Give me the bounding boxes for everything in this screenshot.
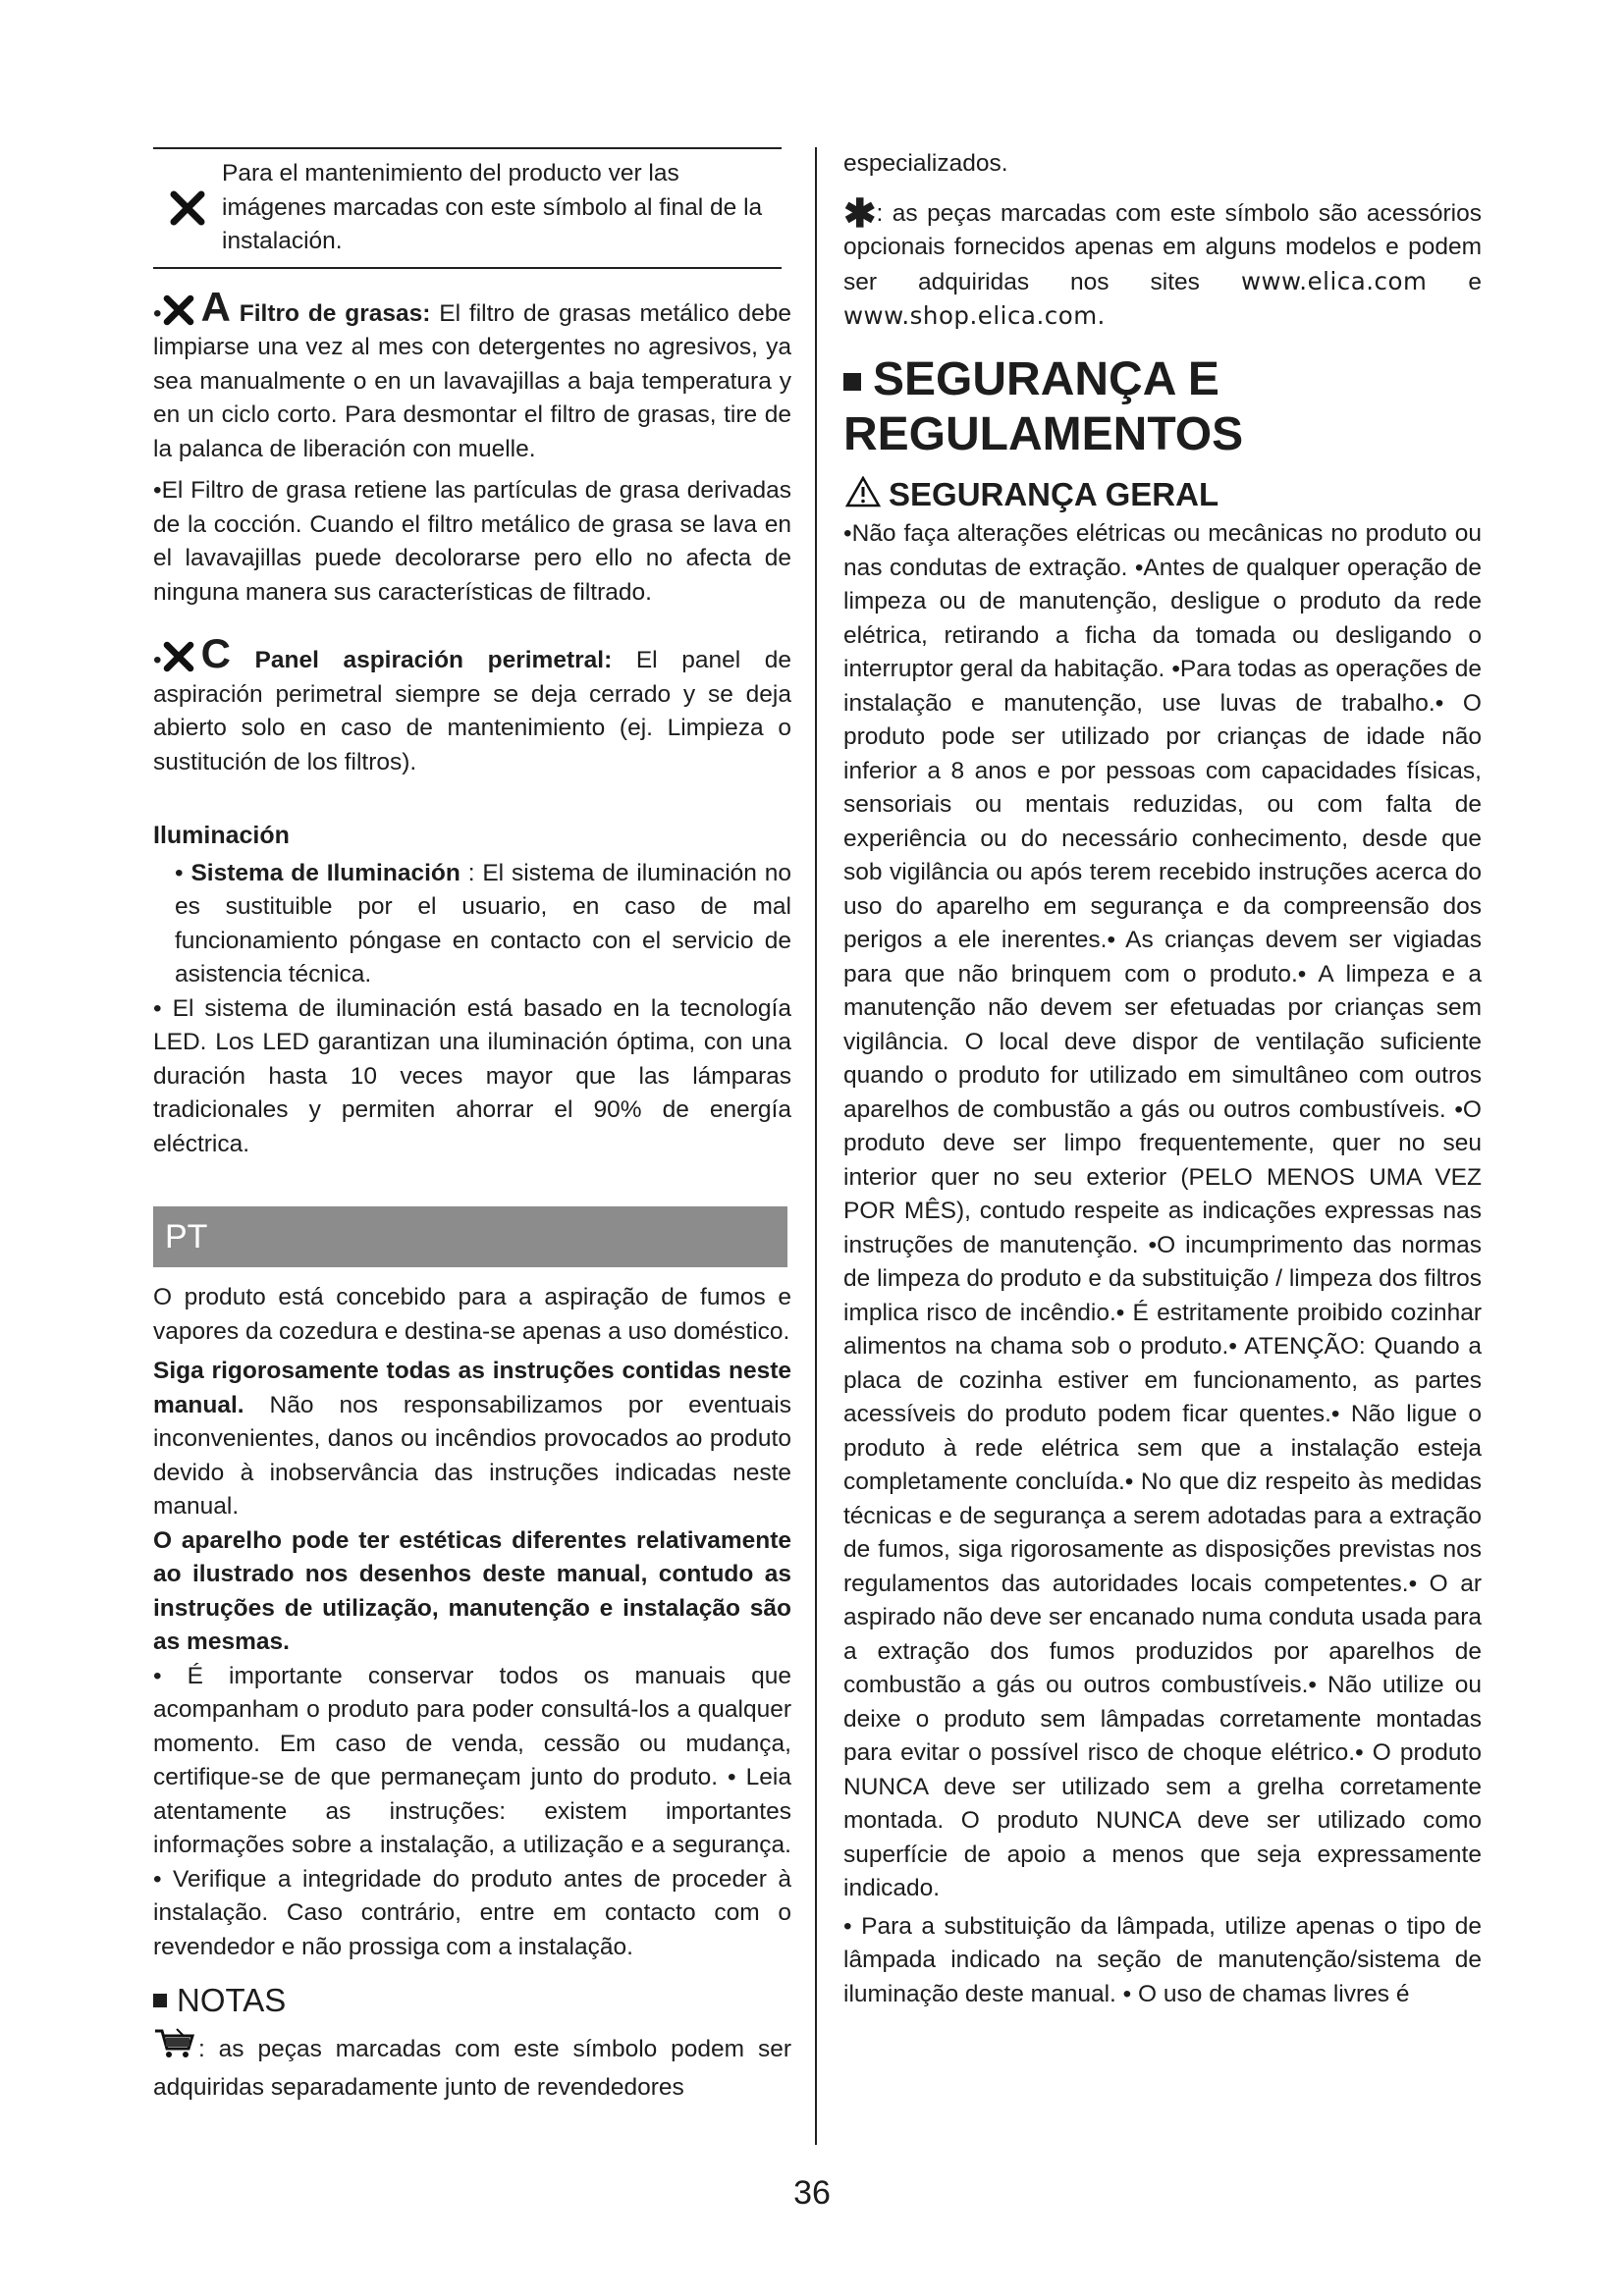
safety-text: •Não faça alterações elétricas ou mecânicas no produto ou nas condutas de extração. •Antes de qualquer operação de limpeza ou de manutenção, desligue o produto da rede elétrica, retirando a ficha da tomada ou desligando o interruptor geral da habitação. •Para todas as operações de instalação e manutenção, use luvas de trabalho.• O produto pode ser utilizado por crianças de idade não inferior a 8 anos e por pessoas com capacidades físicas, sensoriais ou mentais reduzidas, ou com falta de experiência ou do necessário conhecimento, desde que sob vigilância ou após terem recebido instruções acerca do uso do aparelho em segurança e da compreensão dos perigos a ele inerentes.• As crianças devem ser vigiadas para que não brinquem com o produto.• A limpeza e a manutenção não devem ser efetuadas por crianças sem vigilância. O local deve dispor de ventilação suficiente quando o produto for utilizado em simultâneo com outros aparelhos de combustão a gás ou outros combustíveis. •O produto deve ser limpo frequentemente, quer no seu interior quer no seu exterior (PELO MENOS UMA VEZ POR MÊS), contudo respeite as indicações expressas nas instruções de manutenção. •O incumprimento das normas de limpeza do produto e da substituição / limpeza dos filtros implica risco de incêndio.• É estritamente proibido cozinhar alimentos na chama sob o produto.• ATENÇÃO: Quando a placa de cozinha estiver em funcionamento, as partes acessíveis do produto podem ficar quentes.• Não ligue o produto à rede elétrica sem que a instalação esteja completamente concluída.• No que diz respeito às medidas técnicas e de segurança a serem adotadas para a extração de fumos, siga rigorosamente as disposições previstas nos regulamentos das autoridades locais competentes.• O ar aspirado não deve ser encanado numa conduta usada para a extração dos fumos produzidos por aparelhos de combustão a gás ou outros combustíveis.• Não utilize ou deixe o produto sem lâmpadas corretamente montadas para evitar o possível risco de choque elétrico.• O produto NUNCA deve ser utilizado sem a grelha corretamente montada. O produto NUNCA deve ser utilizado como superfície de apoio a menos que seja expressamente indicado. [843, 520, 1482, 1901]
continued-text: especializados. [843, 150, 1008, 177]
pt-intro: O produto está concebido para a aspiração de fumos e vapores da cozedura e destina-se apenas a uso doméstico. [153, 1284, 791, 1345]
big-heading-line-2: REGULAMENTOS [843, 407, 1244, 460]
star-icon: ✱ [843, 191, 877, 236]
maintenance-note-box [153, 147, 782, 269]
filter-paragraph: •El Filtro de grasa retiene las partículas de grasa derivadas de la cocción. Cuando el filtro metálico de grasa se lava en el lavavajillas puede decolorarse pero ello no afecta de ninguna manera sus características de filtrado. [153, 477, 791, 606]
lighting-system-title: Sistema de Iluminación [190, 859, 460, 886]
pt-bold-1: Siga rigorosamente todas as instruções contidas neste manual. [153, 1358, 791, 1418]
item-text: El panel de aspiración perimetral siempre se deja cerrado y se deja abierto solo en caso de mantenimiento (ej. Limpieza o sustitución de los filtros). [153, 647, 791, 775]
notas-text: : as peças marcadas com este símbolo podem ser adquiridas separadamente junto de revendedores [153, 2036, 791, 2101]
big-heading-line-1: SEGURANÇA E [843, 352, 1482, 407]
square-bullet-icon [843, 373, 861, 391]
pt-label: PT [165, 1217, 208, 1255]
item-letter: C [200, 630, 231, 676]
site-link-2[interactable]: www.shop.elica.com. [843, 301, 1106, 330]
lighting-system-text: : El sistema de iluminación no es sustituible por el usuario, en caso de mal funcionamiento póngase en contacto con el servicio de asistencia técnica. [175, 859, 791, 988]
safety-subheading [843, 476, 1482, 514]
page-number: 36 [793, 2174, 831, 2212]
pt-text-1: Não nos responsabilizamos por eventuais inconvenientes, danos ou incêndios provocados ao produto devido à inobservância das instruções indicadas neste manual. [153, 1391, 791, 1520]
pt-paragraph-1 [153, 1355, 791, 1524]
item-text: El filtro de grasas metálico debe limpiarse una vez al mes con detergentes no agresivos, ya sea manualmente o en un lavavajillas a baja temperatura y en un ciclo corto. Para desmontar el filtro de grasas, tire de la palanca de liberación con muelle. [153, 299, 792, 462]
wrench-cross-icon [162, 640, 195, 674]
maintenance-note-text: Para el mantenimiento del producto ver las imágenes marcadas con este símbolo al final de la instalación. [222, 160, 763, 254]
lamp-text: • Para a substituição da lâmpada, utilize apenas o tipo de lâmpada indicado na seção de manutenção/sistema de iluminação deste manual. • O uso de chamas livres é [843, 1912, 1482, 2007]
big-heading [843, 352, 1482, 462]
item-title: Panel aspiración perimetral: [254, 647, 613, 673]
conjunction: e [1468, 268, 1483, 295]
wrench-cross-icon [162, 294, 195, 328]
lighting-heading: Iluminación [153, 822, 290, 849]
cart-icon [153, 2027, 194, 2071]
notas-heading: NOTAS [153, 1982, 791, 2019]
pt-bold-2: O aparelho pode ter estéticas diferentes relativamente ao ilustrado nos desenhos deste manual, contudo as instruções de utilização, manutenção e instalação são as mesmas. [153, 1526, 791, 1655]
left-column [153, 147, 791, 2105]
lighting-paragraph: • El sistema de iluminación está basado en la tecnología LED. Los LED garantizan una iluminación óptima, con una duración hasta 10 veces mayor que las lámparas tradicionales y permiten ahorrar el 90% de energía eléctrica. [153, 994, 791, 1157]
accessories-note [843, 191, 1483, 335]
wrench-cross-icon [153, 188, 222, 228]
right-column [843, 147, 1482, 2011]
accessories-text: : as peças marcadas com este símbolo são acessórios opcionais fornecidos apenas em alguns modelos e podem ser adquiridas nos sites [843, 199, 1482, 295]
square-bullet-icon [153, 1994, 167, 2007]
item-letter: A [200, 283, 231, 330]
safety-subheading-text: SEGURANÇA GERAL [889, 475, 1219, 512]
column-divider [815, 147, 817, 2145]
pt-language-bar [153, 1206, 787, 1267]
item-grease-filter: • A Filtro de grasas: El filtro de grasas metálico debe limpiarse una vez al mes con detergentes no agresivos, ya sea manualmente o en un lavavajillas a baja temperatura y en un ciclo corto. Para desmontar el filtro de grasas, tire de la palanca de liberación con muelle. [153, 283, 792, 462]
lighting-system-item: • Sistema de Iluminación : El sistema de iluminación no es sustituible por el usuario, en caso de mal funcionamiento póngase en contacto con el servicio de asistencia técnica. [175, 859, 791, 988]
item-perimeter-panel: • C Panel aspiración perimetral: El panel de aspiración perimetral siempre se deja cerrado y se deja abierto solo en caso de mantenimiento (ej. Limpieza o sustitución de los filtros). [153, 630, 791, 775]
pt-text-2: • É importante conservar todos os manuais que acompanham o produto para poder consultá-los a qualquer momento. Em caso de venda, cessão ou mudança, certifique-se de que permaneçam junto do produto. • Leia atentamente as instruções: existem importantes informações sobre a instalação, a utilização e a segurança. • Verifique a integridade do produto antes de proceder à instalação. Caso contrário, entre em contacto com o revendedor e não prossiga com a instalação. [153, 1662, 791, 1960]
notas-text-line [153, 2027, 791, 2105]
site-link-1[interactable]: www.elica.com [1240, 266, 1428, 295]
warning-triangle-icon [845, 476, 881, 514]
item-title: Filtro de grasas: [239, 299, 431, 327]
